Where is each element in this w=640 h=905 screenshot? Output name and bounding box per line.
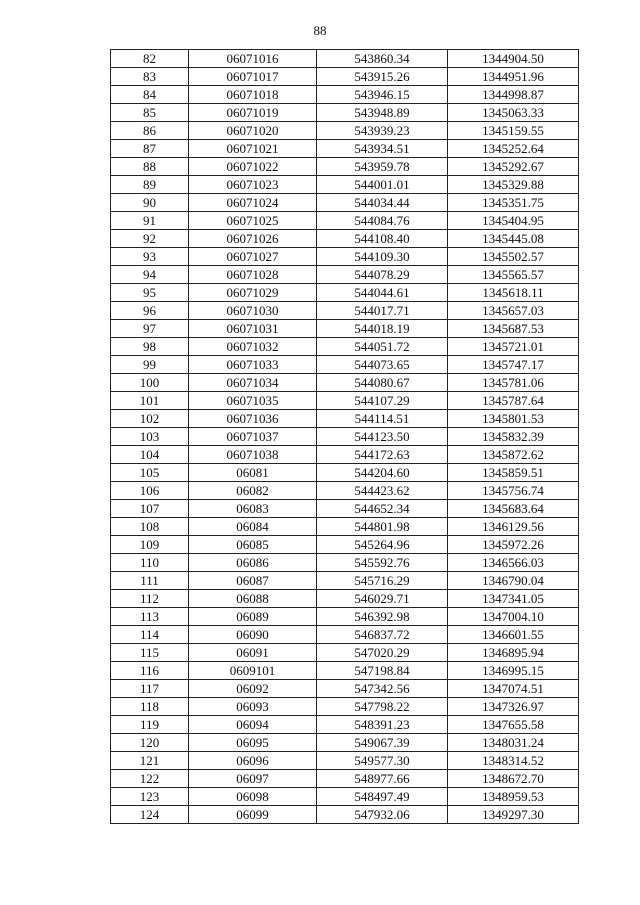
point-id-cell: 06071021 (189, 140, 317, 158)
table-row (111, 248, 579, 266)
point-id-cell: 06071018 (189, 86, 317, 104)
point-number-cell: 99 (111, 356, 189, 374)
table-row (111, 392, 579, 410)
x-coordinate-cell: 544080.67 (317, 374, 448, 392)
point-number-cell: 98 (111, 338, 189, 356)
point-number-cell: 116 (111, 662, 189, 680)
point-id-cell: 06088 (189, 590, 317, 608)
table-row (111, 734, 579, 752)
point-number-cell: 122 (111, 770, 189, 788)
y-coordinate-cell: 1345801.53 (448, 410, 579, 428)
table-row (111, 212, 579, 230)
y-coordinate-cell: 1345683.64 (448, 500, 579, 518)
table-row (111, 626, 579, 644)
x-coordinate-cell: 544017.71 (317, 302, 448, 320)
table-row (111, 194, 579, 212)
x-coordinate-cell: 545264.96 (317, 536, 448, 554)
x-coordinate-cell: 544044.61 (317, 284, 448, 302)
y-coordinate-cell: 1348672.70 (448, 770, 579, 788)
x-coordinate-cell: 545716.29 (317, 572, 448, 590)
point-id-cell: 06071038 (189, 446, 317, 464)
y-coordinate-cell: 1345063.33 (448, 104, 579, 122)
x-coordinate-cell: 544423.62 (317, 482, 448, 500)
table-row (111, 554, 579, 572)
point-id-cell: 06087 (189, 572, 317, 590)
table-row (111, 608, 579, 626)
point-number-cell: 90 (111, 194, 189, 212)
point-number-cell: 102 (111, 410, 189, 428)
y-coordinate-cell: 1345292.67 (448, 158, 579, 176)
point-id-cell: 06071020 (189, 122, 317, 140)
table-row (111, 788, 579, 806)
x-coordinate-cell: 544034.44 (317, 194, 448, 212)
point-number-cell: 82 (111, 50, 189, 68)
point-number-cell: 108 (111, 518, 189, 536)
x-coordinate-cell: 547020.29 (317, 644, 448, 662)
point-id-cell: 06099 (189, 806, 317, 824)
y-coordinate-cell: 1346790.04 (448, 572, 579, 590)
table-row (111, 86, 579, 104)
y-coordinate-cell: 1345787.64 (448, 392, 579, 410)
y-coordinate-cell: 1348031.24 (448, 734, 579, 752)
point-id-cell: 06071023 (189, 176, 317, 194)
x-coordinate-cell: 549067.39 (317, 734, 448, 752)
table-row (111, 752, 579, 770)
table-row (111, 230, 579, 248)
point-id-cell: 06071036 (189, 410, 317, 428)
x-coordinate-cell: 546837.72 (317, 626, 448, 644)
point-number-cell: 100 (111, 374, 189, 392)
table-row (111, 536, 579, 554)
point-id-cell: 06071037 (189, 428, 317, 446)
point-number-cell: 87 (111, 140, 189, 158)
point-id-cell: 06071033 (189, 356, 317, 374)
point-number-cell: 106 (111, 482, 189, 500)
x-coordinate-cell: 544073.65 (317, 356, 448, 374)
point-number-cell: 121 (111, 752, 189, 770)
y-coordinate-cell: 1344904.50 (448, 50, 579, 68)
point-id-cell: 0609101 (189, 662, 317, 680)
y-coordinate-cell: 1347004.10 (448, 608, 579, 626)
table-row (111, 104, 579, 122)
y-coordinate-cell: 1345756.74 (448, 482, 579, 500)
table-row (111, 446, 579, 464)
x-coordinate-cell: 544051.72 (317, 338, 448, 356)
point-id-cell: 06083 (189, 500, 317, 518)
point-id-cell: 06071035 (189, 392, 317, 410)
table-row (111, 410, 579, 428)
y-coordinate-cell: 1346601.55 (448, 626, 579, 644)
point-number-cell: 91 (111, 212, 189, 230)
x-coordinate-cell: 544107.29 (317, 392, 448, 410)
point-id-cell: 06071031 (189, 320, 317, 338)
point-id-cell: 06071016 (189, 50, 317, 68)
x-coordinate-cell: 544108.40 (317, 230, 448, 248)
table-row (111, 122, 579, 140)
point-id-cell: 06071030 (189, 302, 317, 320)
point-number-cell: 109 (111, 536, 189, 554)
y-coordinate-cell: 1345859.51 (448, 464, 579, 482)
y-coordinate-cell: 1345445.08 (448, 230, 579, 248)
y-coordinate-cell: 1346995.15 (448, 662, 579, 680)
y-coordinate-cell: 1347326.97 (448, 698, 579, 716)
table-row (111, 158, 579, 176)
y-coordinate-cell: 1345351.75 (448, 194, 579, 212)
point-id-cell: 06071019 (189, 104, 317, 122)
x-coordinate-cell: 547932.06 (317, 806, 448, 824)
table-row (111, 428, 579, 446)
x-coordinate-cell: 544123.50 (317, 428, 448, 446)
table-row (111, 356, 579, 374)
point-number-cell: 110 (111, 554, 189, 572)
point-number-cell: 94 (111, 266, 189, 284)
table-row (111, 572, 579, 590)
point-id-cell: 06098 (189, 788, 317, 806)
point-id-cell: 06094 (189, 716, 317, 734)
table-row (111, 770, 579, 788)
y-coordinate-cell: 1346129.56 (448, 518, 579, 536)
x-coordinate-cell: 543934.51 (317, 140, 448, 158)
point-id-cell: 06071029 (189, 284, 317, 302)
table-row (111, 464, 579, 482)
x-coordinate-cell: 546029.71 (317, 590, 448, 608)
table-row (111, 68, 579, 86)
y-coordinate-cell: 1345502.57 (448, 248, 579, 266)
y-coordinate-cell: 1347074.51 (448, 680, 579, 698)
table-row (111, 500, 579, 518)
table-row (111, 320, 579, 338)
y-coordinate-cell: 1345657.03 (448, 302, 579, 320)
x-coordinate-cell: 544018.19 (317, 320, 448, 338)
x-coordinate-cell: 543860.34 (317, 50, 448, 68)
y-coordinate-cell: 1344951.96 (448, 68, 579, 86)
point-id-cell: 06071025 (189, 212, 317, 230)
point-number-cell: 117 (111, 680, 189, 698)
x-coordinate-cell: 544204.60 (317, 464, 448, 482)
point-number-cell: 114 (111, 626, 189, 644)
y-coordinate-cell: 1345404.95 (448, 212, 579, 230)
point-number-cell: 88 (111, 158, 189, 176)
point-number-cell: 96 (111, 302, 189, 320)
x-coordinate-cell: 547198.84 (317, 662, 448, 680)
point-id-cell: 06092 (189, 680, 317, 698)
y-coordinate-cell: 1349297.30 (448, 806, 579, 824)
point-id-cell: 06082 (189, 482, 317, 500)
x-coordinate-cell: 543939.23 (317, 122, 448, 140)
y-coordinate-cell: 1345687.53 (448, 320, 579, 338)
y-coordinate-cell: 1345872.62 (448, 446, 579, 464)
point-number-cell: 119 (111, 716, 189, 734)
y-coordinate-cell: 1345252.64 (448, 140, 579, 158)
y-coordinate-cell: 1348314.52 (448, 752, 579, 770)
point-id-cell: 06097 (189, 770, 317, 788)
y-coordinate-cell: 1347655.58 (448, 716, 579, 734)
point-number-cell: 89 (111, 176, 189, 194)
x-coordinate-cell: 549577.30 (317, 752, 448, 770)
point-number-cell: 95 (111, 284, 189, 302)
x-coordinate-cell: 543959.78 (317, 158, 448, 176)
point-id-cell: 06081 (189, 464, 317, 482)
point-number-cell: 118 (111, 698, 189, 716)
y-coordinate-cell: 1344998.87 (448, 86, 579, 104)
x-coordinate-cell: 543948.89 (317, 104, 448, 122)
table-body (111, 50, 579, 824)
table-row (111, 482, 579, 500)
table-row (111, 338, 579, 356)
table-row (111, 284, 579, 302)
x-coordinate-cell: 544109.30 (317, 248, 448, 266)
coordinates-table (110, 49, 579, 824)
point-id-cell: 06071032 (189, 338, 317, 356)
point-number-cell: 92 (111, 230, 189, 248)
x-coordinate-cell: 548977.66 (317, 770, 448, 788)
x-coordinate-cell: 548391.23 (317, 716, 448, 734)
point-number-cell: 97 (111, 320, 189, 338)
point-id-cell: 06071022 (189, 158, 317, 176)
point-id-cell: 06091 (189, 644, 317, 662)
table-row (111, 644, 579, 662)
point-id-cell: 06084 (189, 518, 317, 536)
table-row (111, 806, 579, 824)
x-coordinate-cell: 544001.01 (317, 176, 448, 194)
table-row (111, 176, 579, 194)
y-coordinate-cell: 1345747.17 (448, 356, 579, 374)
y-coordinate-cell: 1345329.88 (448, 176, 579, 194)
x-coordinate-cell: 545592.76 (317, 554, 448, 572)
point-number-cell: 123 (111, 788, 189, 806)
x-coordinate-cell: 547798.22 (317, 698, 448, 716)
x-coordinate-cell: 544084.76 (317, 212, 448, 230)
table-row (111, 590, 579, 608)
x-coordinate-cell: 544078.29 (317, 266, 448, 284)
point-id-cell: 06096 (189, 752, 317, 770)
x-coordinate-cell: 544114.51 (317, 410, 448, 428)
point-number-cell: 103 (111, 428, 189, 446)
table-row (111, 302, 579, 320)
point-number-cell: 85 (111, 104, 189, 122)
point-number-cell: 84 (111, 86, 189, 104)
y-coordinate-cell: 1346895.94 (448, 644, 579, 662)
page-number: 88 (313, 23, 327, 38)
point-number-cell: 86 (111, 122, 189, 140)
table-row (111, 50, 579, 68)
y-coordinate-cell: 1345972.26 (448, 536, 579, 554)
point-number-cell: 107 (111, 500, 189, 518)
point-id-cell: 06089 (189, 608, 317, 626)
table-row (111, 266, 579, 284)
x-coordinate-cell: 543946.15 (317, 86, 448, 104)
x-coordinate-cell: 544801.98 (317, 518, 448, 536)
table-row (111, 662, 579, 680)
point-id-cell: 06093 (189, 698, 317, 716)
x-coordinate-cell: 544172.63 (317, 446, 448, 464)
table-row (111, 518, 579, 536)
point-id-cell: 06090 (189, 626, 317, 644)
point-id-cell: 06085 (189, 536, 317, 554)
point-number-cell: 112 (111, 590, 189, 608)
point-id-cell: 06086 (189, 554, 317, 572)
point-number-cell: 104 (111, 446, 189, 464)
point-number-cell: 93 (111, 248, 189, 266)
y-coordinate-cell: 1348959.53 (448, 788, 579, 806)
y-coordinate-cell: 1345618.11 (448, 284, 579, 302)
table-row (111, 680, 579, 698)
y-coordinate-cell: 1347341.05 (448, 590, 579, 608)
x-coordinate-cell: 544652.34 (317, 500, 448, 518)
x-coordinate-cell: 546392.98 (317, 608, 448, 626)
y-coordinate-cell: 1345159.55 (448, 122, 579, 140)
x-coordinate-cell: 547342.56 (317, 680, 448, 698)
table-row (111, 140, 579, 158)
point-id-cell: 06071026 (189, 230, 317, 248)
y-coordinate-cell: 1345565.57 (448, 266, 579, 284)
point-id-cell: 06071024 (189, 194, 317, 212)
point-id-cell: 06071034 (189, 374, 317, 392)
point-number-cell: 105 (111, 464, 189, 482)
point-id-cell: 06071027 (189, 248, 317, 266)
y-coordinate-cell: 1345721.01 (448, 338, 579, 356)
point-id-cell: 06071028 (189, 266, 317, 284)
table-row (111, 716, 579, 734)
point-number-cell: 113 (111, 608, 189, 626)
y-coordinate-cell: 1345832.39 (448, 428, 579, 446)
point-number-cell: 111 (111, 572, 189, 590)
x-coordinate-cell: 543915.26 (317, 68, 448, 86)
point-number-cell: 101 (111, 392, 189, 410)
point-number-cell: 115 (111, 644, 189, 662)
point-number-cell: 124 (111, 806, 189, 824)
y-coordinate-cell: 1346566.03 (448, 554, 579, 572)
y-coordinate-cell: 1345781.06 (448, 374, 579, 392)
point-number-cell: 120 (111, 734, 189, 752)
table-row (111, 374, 579, 392)
point-id-cell: 06095 (189, 734, 317, 752)
table-row (111, 698, 579, 716)
point-number-cell: 83 (111, 68, 189, 86)
point-id-cell: 06071017 (189, 68, 317, 86)
x-coordinate-cell: 548497.49 (317, 788, 448, 806)
